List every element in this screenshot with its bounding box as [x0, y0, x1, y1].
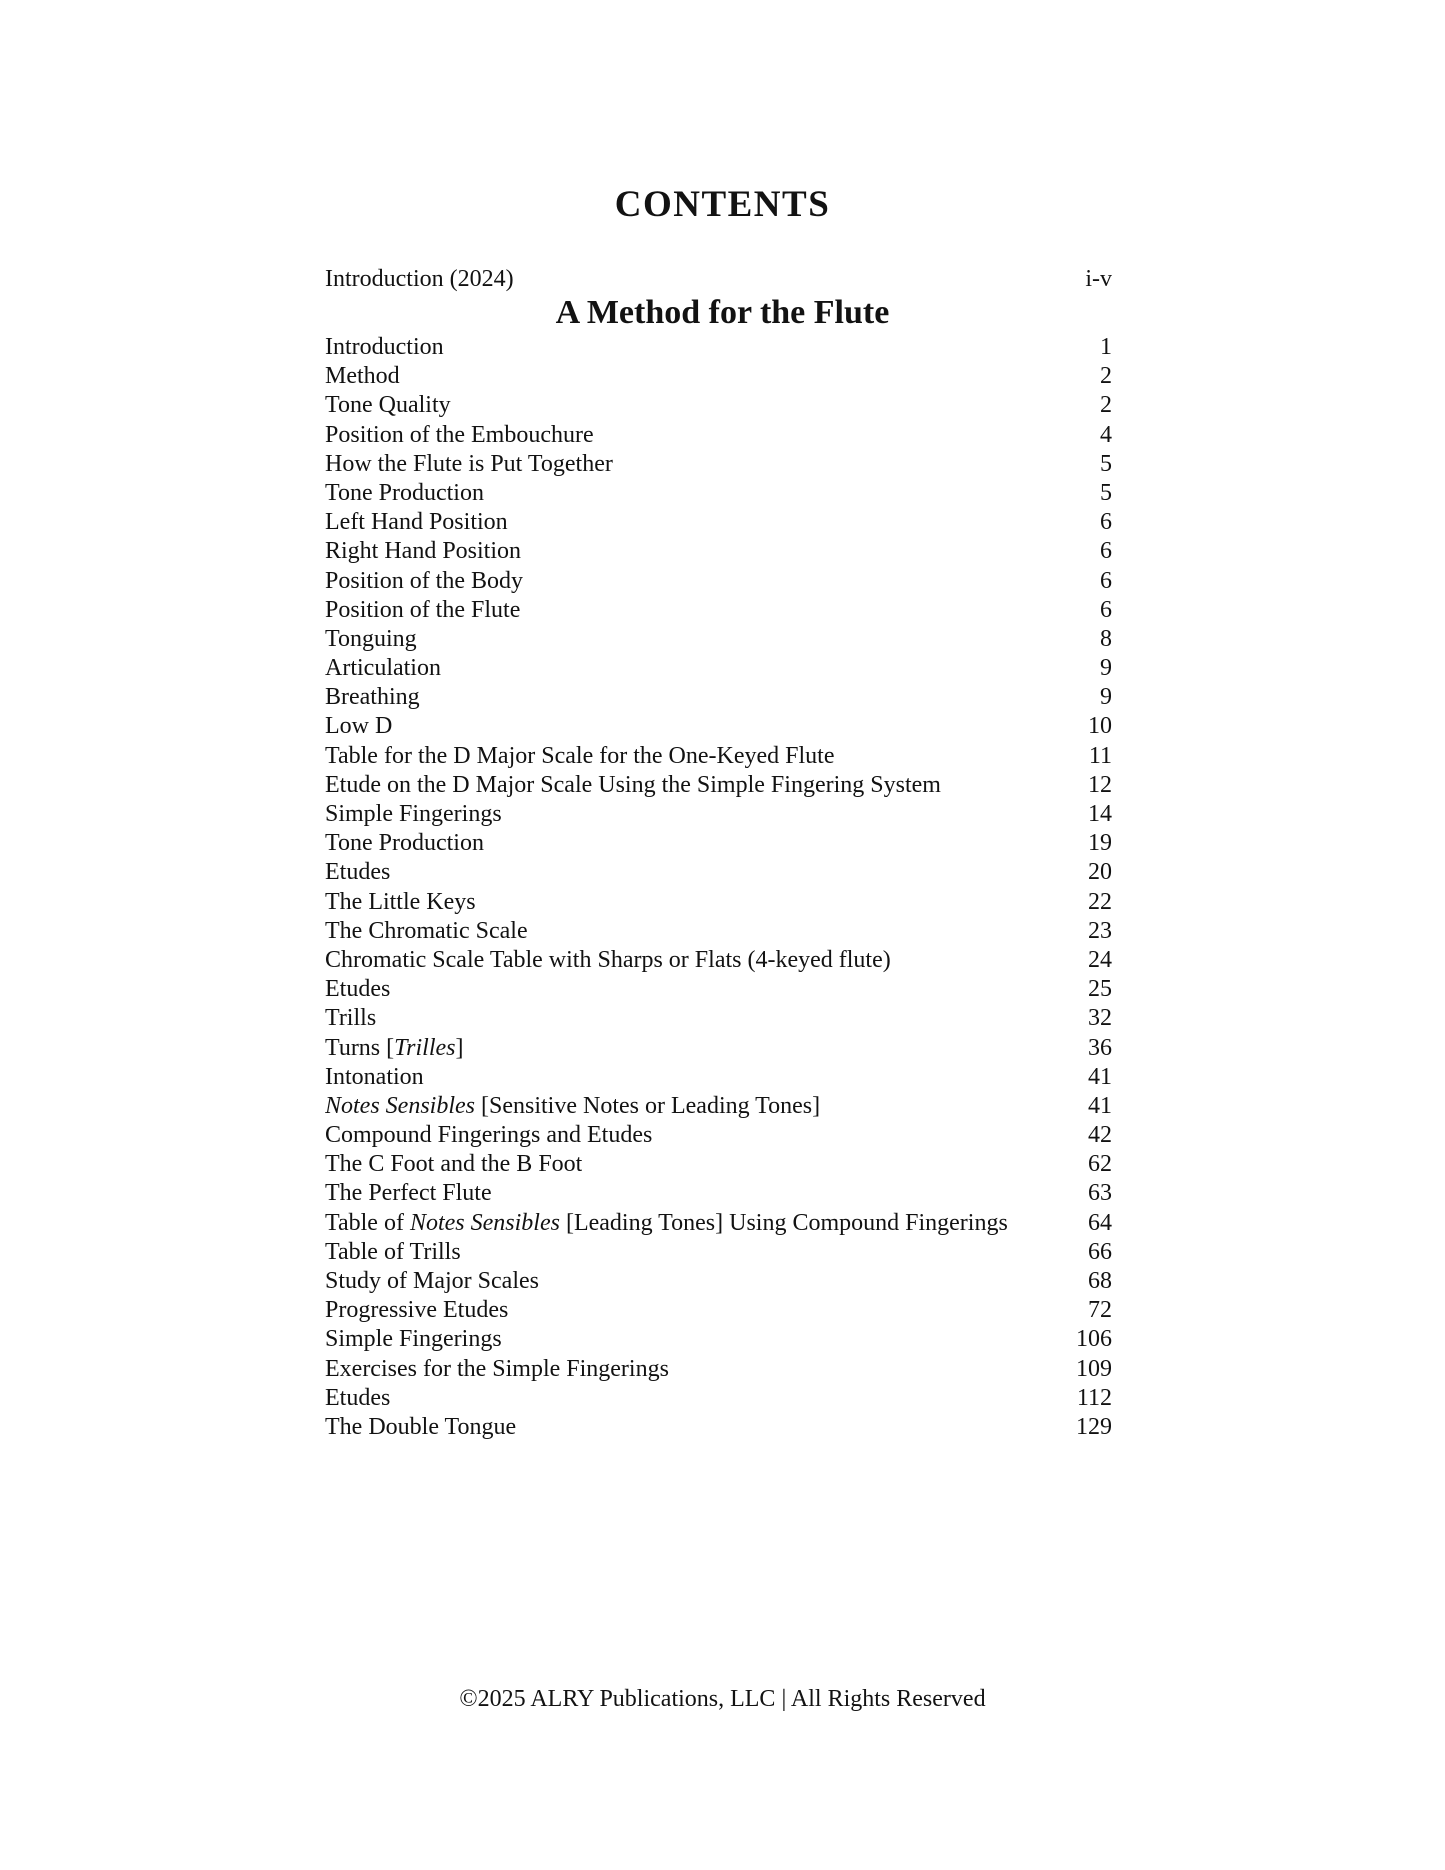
toc-entry-label: Compound Fingerings and Etudes — [325, 1122, 653, 1149]
toc-entry-label: Tone Production — [325, 830, 484, 857]
toc-entry-label: Table for the D Major Scale for the One-Keyed Flute — [325, 742, 835, 769]
toc-entry-label: Position of the Body — [325, 567, 524, 594]
toc-entry-page: 2 — [1100, 363, 1112, 390]
toc-row — [325, 1035, 1112, 1064]
toc-entry-page: 112 — [1076, 1384, 1112, 1411]
toc-row — [325, 1385, 1112, 1414]
toc-entry-page: 19 — [1088, 830, 1112, 857]
toc-entry-label: Left Hand Position — [325, 509, 508, 536]
toc-entry-page: 32 — [1088, 1005, 1112, 1032]
toc-entry-label: Turns [Trilles] — [325, 1034, 464, 1061]
toc-entry-label: The Double Tongue — [325, 1413, 517, 1440]
toc-row — [325, 772, 1112, 801]
toc-entry-label: Simple Fingerings — [325, 1326, 502, 1353]
toc-entry-page: 41 — [1088, 1063, 1112, 1090]
section-heading: A Method for the Flute — [555, 294, 890, 331]
toc-entry-label: Right Hand Position — [325, 538, 522, 565]
toc-entry-page: 11 — [1088, 742, 1112, 769]
toc-entry-page: 42 — [1088, 1122, 1112, 1149]
toc-row — [325, 743, 1112, 772]
toc-row — [325, 1093, 1112, 1122]
toc-entry-page: 22 — [1088, 888, 1112, 915]
toc-entry-label: Chromatic Scale Table with Sharps or Flats (4-keyed flute) — [325, 946, 891, 973]
toc-row — [325, 626, 1112, 655]
toc-row — [325, 655, 1112, 684]
toc-row — [325, 1356, 1112, 1385]
toc-row — [325, 392, 1112, 421]
toc-entry-page: 8 — [1100, 625, 1112, 652]
toc-row — [325, 1414, 1112, 1443]
toc-row — [325, 1005, 1112, 1034]
toc-entry-page: 12 — [1088, 771, 1112, 798]
toc-row — [325, 1297, 1112, 1326]
toc-entry-label: Introduction — [325, 334, 444, 360]
toc-row — [325, 1064, 1112, 1093]
toc-entry-label: Table of Notes Sensibles [Leading Tones] Using Compound Fingerings — [325, 1209, 1008, 1236]
toc-entry-label: Intonation — [325, 1063, 424, 1090]
toc-entry-label: Etudes — [325, 1384, 391, 1411]
toc-entry-page: 64 — [1088, 1209, 1112, 1236]
toc-entry-page: 14 — [1088, 801, 1112, 827]
toc-entry-label: Table of Trills — [325, 1238, 461, 1265]
toc-entry-page: 62 — [1088, 1151, 1112, 1178]
toc-entry-page: 41 — [1088, 1092, 1112, 1119]
toc-entry-page: 20 — [1088, 859, 1112, 886]
toc-row — [325, 1210, 1112, 1239]
toc-entry-label: The C Foot and the B Foot — [325, 1151, 583, 1178]
toc-entry-page: 1 — [1100, 334, 1112, 360]
toc-row — [325, 713, 1112, 742]
toc-entry-page: 36 — [1088, 1034, 1112, 1061]
toc-row — [325, 1151, 1112, 1180]
toc-entry-label: Tone Production — [325, 479, 484, 506]
toc-entry-page: 25 — [1088, 976, 1112, 1003]
toc-entry-page: 10 — [1088, 713, 1112, 740]
toc-entry-label: Tone Quality — [325, 392, 451, 419]
toc-row — [325, 1268, 1112, 1297]
toc-entry-page: 4 — [1100, 421, 1112, 448]
toc-entry-page: 5 — [1100, 450, 1112, 477]
toc-row — [325, 597, 1112, 626]
toc-intro-row — [325, 266, 1112, 293]
toc-entry-label: Position of the Embouchure — [325, 421, 594, 448]
footer-copyright: ©2025 ALRY Publications, LLC | All Rights Reserved — [459, 1686, 986, 1712]
toc-entry-page: 9 — [1100, 684, 1112, 711]
toc-row — [325, 889, 1112, 918]
toc-entry-page: 72 — [1088, 1297, 1112, 1324]
toc-entry-page: 63 — [1088, 1180, 1112, 1207]
toc-row — [325, 684, 1112, 713]
page-title: CONTENTS — [614, 184, 831, 225]
toc-entry-page: 6 — [1100, 567, 1112, 594]
toc-list — [325, 334, 1112, 1443]
toc-row — [325, 334, 1112, 363]
toc-entry-label: Progressive Etudes — [325, 1297, 509, 1324]
toc-entry-label: Method — [325, 363, 400, 390]
toc-entry-page: 2 — [1100, 392, 1112, 419]
toc-entry-label: Tonguing — [325, 625, 417, 652]
toc-entry-label: Simple Fingerings — [325, 801, 502, 827]
toc-row — [325, 480, 1112, 509]
toc-entry-label: Notes Sensibles [Sensitive Notes or Leading Tones] — [325, 1092, 821, 1119]
toc-row — [325, 568, 1112, 597]
toc-entry-label: Etudes — [325, 859, 391, 886]
toc-entry-label: Breathing — [325, 684, 420, 711]
toc-entry-label: Introduction (2024) — [325, 266, 514, 292]
toc-entry-page: 23 — [1088, 917, 1112, 944]
toc-entry-page: 109 — [1076, 1355, 1112, 1382]
toc-row — [325, 1180, 1112, 1209]
toc-entry-label: The Perfect Flute — [325, 1180, 492, 1207]
toc-row — [325, 947, 1112, 976]
toc-row — [325, 830, 1112, 859]
toc-row — [325, 976, 1112, 1005]
toc-row — [325, 1239, 1112, 1268]
toc-entry-label: Etude on the D Major Scale Using the Simple Fingering System — [325, 771, 941, 798]
toc-row — [325, 538, 1112, 567]
toc-row — [325, 363, 1112, 392]
toc-entry-page: i-v — [1085, 266, 1112, 292]
toc-entry-page: 6 — [1100, 538, 1112, 565]
toc-entry-page: 68 — [1088, 1268, 1112, 1294]
toc-row — [325, 1122, 1112, 1151]
toc-entry-label: How the Flute is Put Together — [325, 450, 613, 477]
toc-entry-page: 106 — [1076, 1326, 1112, 1353]
toc-entry-page: 5 — [1100, 479, 1112, 506]
toc-row — [325, 918, 1112, 947]
toc-entry-label: Position of the Flute — [325, 596, 521, 623]
toc-entry-label: Etudes — [325, 976, 391, 1003]
toc-entry-page: 66 — [1088, 1238, 1112, 1265]
toc-row — [325, 451, 1112, 480]
toc-entry-label: The Chromatic Scale — [325, 917, 528, 944]
toc-row — [325, 801, 1112, 830]
toc-entry-page: 6 — [1100, 509, 1112, 536]
toc-entry-label: The Little Keys — [325, 888, 476, 915]
toc-entry-page: 6 — [1100, 596, 1112, 623]
toc-entry-label: Low D — [325, 713, 393, 740]
toc-entry-label: Exercises for the Simple Fingerings — [325, 1355, 669, 1382]
toc-entry-page: 24 — [1088, 946, 1112, 973]
toc-entry-page: 129 — [1076, 1413, 1112, 1440]
toc-entry-label: Articulation — [325, 655, 441, 682]
toc-row — [325, 1326, 1112, 1355]
toc-entry-label: Study of Major Scales — [325, 1268, 539, 1294]
toc-row — [325, 859, 1112, 888]
toc-entry-page: 9 — [1100, 655, 1112, 682]
toc-row — [325, 422, 1112, 451]
toc-row — [325, 509, 1112, 538]
toc-entry-label: Trills — [325, 1005, 377, 1032]
